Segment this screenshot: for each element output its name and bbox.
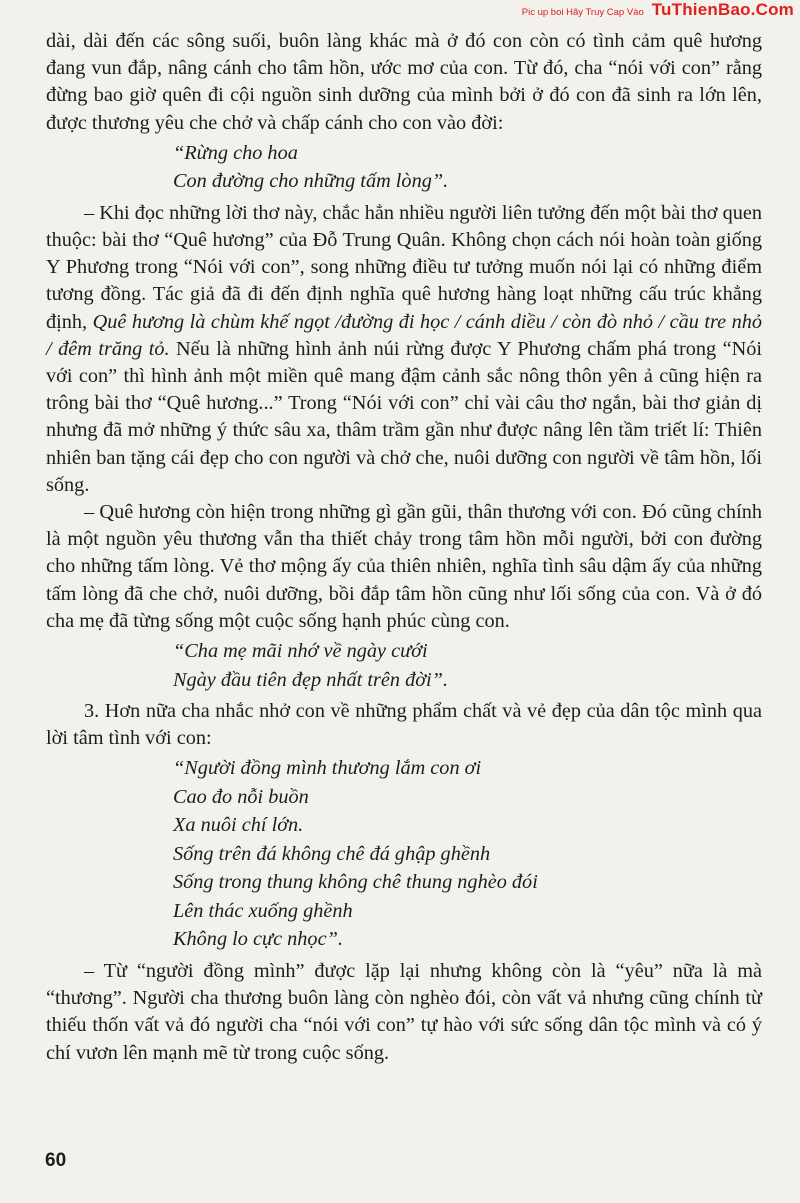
page-number: 60 — [45, 1150, 67, 1171]
verse-line: Ngày đầu tiên đẹp nhất trên đời”. — [173, 668, 449, 691]
book-page — [46, 28, 762, 1067]
paragraph-2 — [46, 200, 762, 499]
verse-2 — [46, 637, 762, 694]
paragraph-2-italic: Quê hương là chùm khế ngọt /đường đi học / cánh diều / còn đò nhỏ / cầu tre nhỏ / đêm trăng tỏ. — [46, 310, 762, 360]
verse-line: Cao đo nỗi buồn — [173, 785, 309, 808]
paragraph-1: dài, dài đến các sông suối, buôn làng khác mà ở đó con còn có tình cảm quê hương đang vun đắp, nâng cánh cho tâm hồn, ước mơ của con. Từ đó, cha “nói với con” rằng đừng bao giờ quên đi cội nguồn sinh dưỡng của mình bởi ở đó con đã sinh ra lớn lên, được thương yêu che chở và chấp cánh cho con vào đời: — [46, 30, 762, 134]
paragraph-2-text-a: – Khi đọc những lời thơ này, chắc hẳn nhiều người liên tưởng đến một bài thơ quen thuộc: bài thơ “Quê hương” của Đỗ Trung Quân. Không chọn cách nói hoàn toàn giống Y Phương trong “Nói với con”, song những điều tư tưởng muốn nói lại có những điểm tương đồng. Tác giả đã đi đến định nghĩa quê hương hàng loạt những cấu trúc khẳng định, — [46, 201, 762, 333]
watermark-caption: Pic up boi Hãy Truy Cap Vào — [521, 7, 644, 18]
verse-3 — [46, 754, 762, 954]
verse-1 — [46, 139, 762, 196]
verse-line: “Cha mẹ mãi nhớ về ngày cưới — [173, 640, 428, 663]
paragraph-5: – Từ “người đồng mình” được lặp lại nhưng không còn là “yêu” nữa là mà “thương”. Người cha thương buôn làng còn nghèo đói, còn vất vả nhưng cũng chính từ thiếu thốn vất vả đó người cha “nói với con” tự hào với sức sống dân tộc mình và có ý chí vươn lên mạnh mẽ từ trong cuộc sống. — [46, 959, 762, 1064]
watermark-site: TuThienBao.Com — [651, 0, 794, 19]
verse-line: Lên thác xuống ghềnh — [173, 899, 353, 922]
verse-line: Không lo cực nhọc”. — [173, 928, 343, 951]
verse-line: Xa nuôi chí lớn. — [173, 814, 304, 837]
verse-line: “Rừng cho hoa — [173, 141, 298, 164]
paragraph-3: – Quê hương còn hiện trong những gì gần gũi, thân thương với con. Đó cũng chính là một nguồn yêu thương vẫn tha thiết chảy trong tâm hồn mỗi người, bởi con đường cho những tấm lòng. Vẻ thơ mộng ấy của thiên nhiên, nghĩa tình sâu dậm ấy của những tấm lòng đã che chở, nuôi dưỡng, bồi đắp tâm hồn cũng như lối sống của con. Và ở đó cha mẹ đã từng sống một cuộc sống hạnh phúc cùng con. — [46, 501, 762, 632]
verse-line: Sống trên đá không chê đá ghập ghềnh — [173, 842, 491, 865]
verse-line: “Người đồng mình thương lắm con ơi — [173, 757, 482, 780]
watermark — [522, 0, 794, 18]
verse-line: Sống trong thung không chê thung nghèo đói — [173, 871, 538, 894]
paragraph-2-text-b: Nếu là những hình ảnh núi rừng được Y Phương chấm phá trong “Nói với con” thì hình ảnh một miền quê mang đậm cảnh sắc nông thôn yên ả cũng hiện ra trông bài thơ “Quê hương...” Trong “Nói với con” chỉ vài câu thơ ngắn, bài thơ giản dị nhưng đã mở những ý thức sâu xa, thâm trầm gần như được nâng lên tầm triết lí: Thiên nhiên ban tặng cái đẹp cho con người và chở che, nuôi dưỡng con người về tâm hồn, lối sống. — [46, 337, 762, 496]
verse-line: Con đường cho những tấm lòng”. — [173, 170, 449, 193]
paragraph-4: 3. Hơn nữa cha nhắc nhở con về những phẩm chất và vẻ đẹp của dân tộc mình qua lời tâm tình với con: — [46, 700, 762, 750]
